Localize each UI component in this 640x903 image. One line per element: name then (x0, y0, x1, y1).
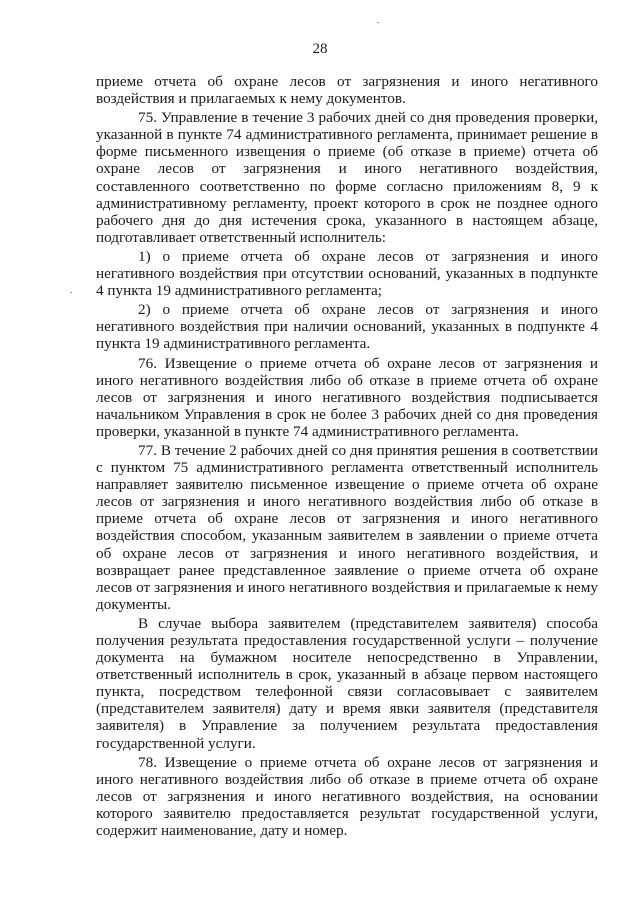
paragraph: приеме отчета об охране лесов от загрязнения и иного негативного воздействия и прилагаемых к нему документов. (96, 73, 598, 108)
paragraph-77: 77. В течение 2 рабочих дней со дня принятия решения в соответствии с пунктом 75 административного регламента ответственный исполнитель направляет заявителю письменное извещение о приеме отчета об охране лесов от загрязнения и иного негативного воздействия либо об отказе в приеме отчета об охране лесов от загрязнения и иного негативного воздействия способом, указанным заявителем в заявлении о приеме отчета об охране лесов от загрязнения и иного негативного воздействия, и возвращает ранее представленное заявление о приеме отчета об охране лесов от загрязнения и иного негативного воздействия и прилагаемые к нему документы. (96, 441, 598, 613)
page-number: 28 (312, 41, 328, 57)
paragraph-75-item-2: 2) о приеме отчета об охране лесов от загрязнения и иного негативного воздействия при наличии оснований, указанных в подпункте 4 пункта 19 административного регламента. (96, 301, 598, 353)
paragraph-76: 76. Извещение о приеме отчета об охране лесов от загрязнения и иного негативного воздействия либо об отказе в приеме отчета об охране лесов от загрязнения и иного негативного воздействия подписывается начальником Управления в срок не более 3 рабочих дней со дня проведения проверки, указанной в пункте 74 административного регламента. (96, 354, 598, 440)
paragraph-75-item-1: 1) о приеме отчета об охране лесов от загрязнения и иного негативного воздействия при отсутствии оснований, указанных в подпункте 4 пункта 19 административного регламента; (96, 247, 598, 300)
paragraph-77-second: В случае выбора заявителем (представителем заявителя) способа получения результата предоставления государственной услуги – получение документа на бумажном носителе непосредственно в Управлении, ответственный исполнитель в срок, указанный в абзаце первом настоящего пункта, посредством телефонной связи согласовывает с заявителем (представителем заявителя) дату и время явки заявителя (представителя заявителя) в Управление за получением результата предоставления государственной услуги. (96, 614, 598, 752)
paragraph-78: 78. Извещение о приеме отчета об охране лесов от загрязнения и иного негативного воздействия либо об отказе в приеме отчета об охране лесов от загрязнения и иного негативного воздействия, на основании которого заявителю предоставляется результат государственной услуги, содержит наименование, дату и номер. (96, 753, 598, 840)
scan-speck (70, 292, 72, 293)
document-body (96, 73, 598, 839)
scan-speck (377, 22, 379, 23)
paragraph-75: 75. Управление в течение 3 рабочих дней со дня проведения проверки, указанной в пункте 74 административного регламента, принимает решение в форме письменного извещения о приеме (об отказе в приеме) отчета об охране лесов от загрязнения и иного негативного воздействия, составленного соответственно по форме согласно приложениям 8, 9 к административному регламенту, проект которого в срок не позднее одного рабочего дня до дня истечения срока, указанного в настоящем абзаце, подготавливает ответственный исполнитель: (96, 109, 598, 246)
